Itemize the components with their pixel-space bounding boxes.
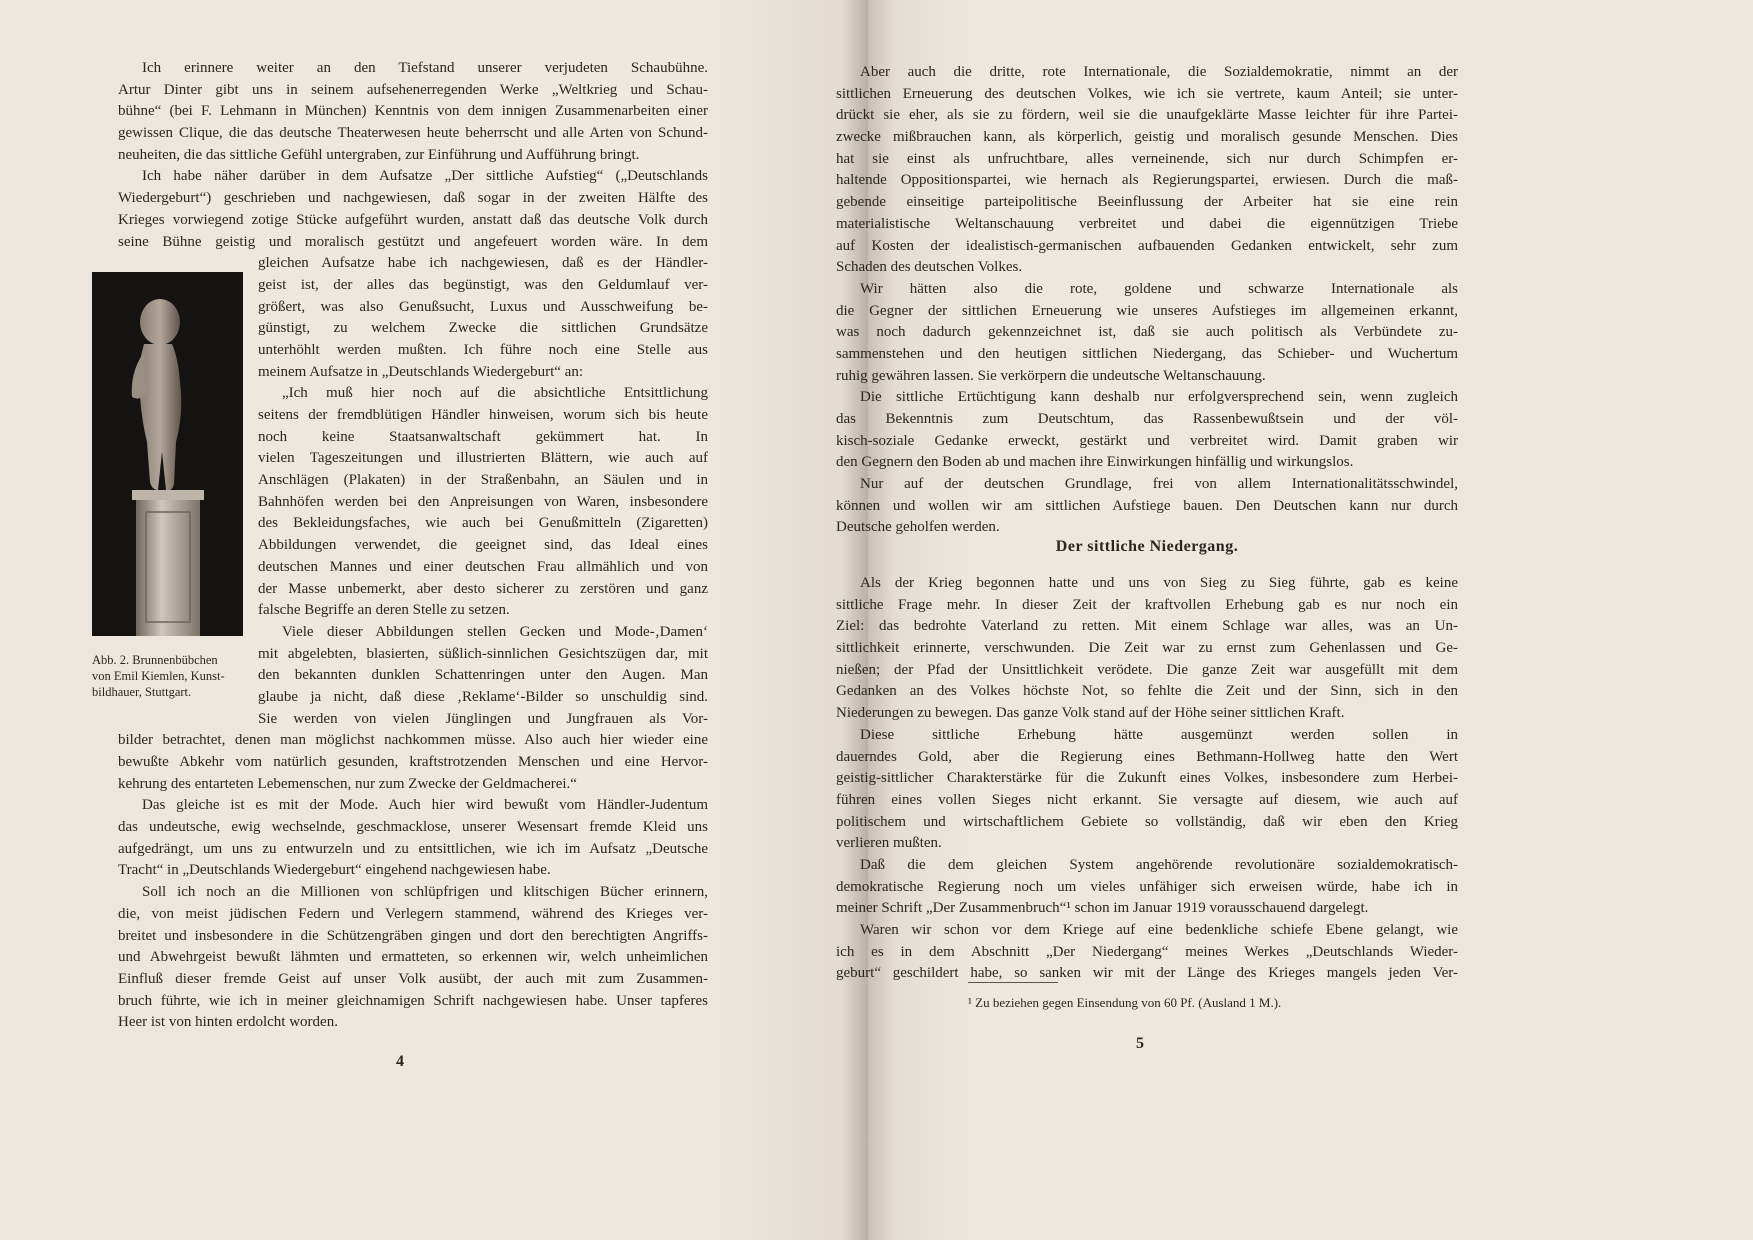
- text-line: dauerndes Gold, aber die Regierung eines Bethmann-Hollweg hatte den Wert: [836, 748, 1458, 765]
- text-line: gleichen Aufsatze habe ich nachgewiesen, daß es der Händler-: [258, 255, 708, 272]
- text-line: politischem und wirtschaftlichem Gebiete so vollständig, daß wir eben den Krieg: [836, 813, 1458, 830]
- text-line: geist ist, der alles das begünstigt, was den Geldumlauf ver-: [258, 276, 708, 293]
- text-line: Ich erinnere weiter an den Tiefstand unserer verjudeten Schaubühne.: [142, 60, 708, 76]
- text-line: und Abwehrgeist bewußt lähmten und ermatteten, so erkennen wir, welch unheimlichen: [118, 949, 708, 966]
- text-line: bühne“ (bei F. Lehmann in München) Kenntnis von dem innigen Zusammenarbeiten einer: [118, 103, 708, 120]
- text-line: die Gegner der sittlichen Erneuerung wie unseres Aufstieges im allgemeinen erkannt,: [836, 302, 1458, 319]
- text-line: das Bekenntnis zum Deutschtum, das Rassenbewußtsein und der völ-: [836, 411, 1458, 427]
- text-line: Heer ist von hinten erdolcht worden.: [118, 1014, 338, 1031]
- text-line: was noch dadurch gekennzeichnet ist, daß sie auch politisch als Verbündete zu-: [836, 324, 1458, 341]
- text-line: sittlichen Erneuerung des deutschen Volkes, wie ich sie vertrete, kaum Anteil; sie unter-: [836, 85, 1458, 102]
- text-line: Waren wir schon vor dem Kriege auf eine bedenkliche schiefe Ebene gelangt, wie: [860, 922, 1458, 938]
- text-line: glaube ja nicht, daß diese ‚Reklame‘-Bilder so unschuldig sind.: [258, 688, 708, 705]
- text-line: auf Kosten der idealistisch-germanischen aufbauenden Gedanken entwickelt, sehr zum: [836, 237, 1458, 254]
- text-line: Viele dieser Abbildungen stellen Gecken und Mode-‚Damen‘: [282, 623, 708, 640]
- text-line: der Masse unbemerkt, aber desto sicherer zu zerstören und ganz: [258, 580, 708, 597]
- text-line: aufgedrängt, um uns zu entwurzeln und zu entsittlichen, wie ich im Aufsatz „Deutsche: [118, 840, 708, 857]
- text-line: Niederungen zu bewegen. Das ganze Volk stand auf der Höhe seiner sittlichen Kraft.: [836, 705, 1345, 722]
- text-line: seitens der fremdblütigen Händler hinweisen, worum sich bis heute: [258, 407, 708, 423]
- figure-fountain-statue-photo: [92, 272, 243, 636]
- text-line: unterhöhlt werden mußten. Ich führe noch eine Stelle aus: [258, 341, 708, 358]
- text-line: gewissen Clique, die das deutsche Theaterwesen heute beherrscht und alle Arten von Schund-: [118, 125, 708, 142]
- text-line: haltende Oppositionspartei, wie hernach als Regierungspartei, erwiesen. Durch die maß-: [836, 172, 1458, 189]
- text-line: materialistische Weltanschauung verbreitet und dabei die eigennützigen Triebe: [836, 215, 1458, 232]
- text-line: meinem Aufsatze in „Deutschlands Wiedergeburt“ an:: [258, 363, 583, 380]
- text-line: Krieges vorwiegend zotige Stücke aufgeführt wurden, anstatt daß das deutsche Volk durch: [118, 211, 708, 228]
- page-number-right: 5: [1136, 1035, 1144, 1052]
- text-line: breitet und insbesondere in die Schützengräben gingen und dort den berechtigten Angriffs-: [118, 927, 708, 944]
- section-heading: Der sittliche Niedergang.: [1055, 538, 1239, 555]
- text-line: bewußte Abkehr vom natürlich gesunden, kraftstrotzenden Menschen und eine Hervor-: [118, 754, 708, 770]
- text-line: Artur Dinter gibt uns in seinem aufsehenerregenden Werke „Weltkrieg und Schau-: [118, 81, 708, 98]
- text-line: Bahnhöfen werden bei den Anpreisungen von Waren, insbesondere: [258, 493, 708, 510]
- text-line: Die sittliche Ertüchtigung kann deshalb nur erfolgversprechend sein, wenn zugleich: [860, 389, 1458, 406]
- text-line: den Gegnern den Boden ab und machen ihre Einwirkungen hinfällig und wirkungslos.: [836, 454, 1354, 471]
- text-line: meiner Schrift „Der Zusammenbruch“¹ schon im Januar 1919 vorausschauend dargelegt.: [836, 900, 1369, 917]
- text-line: neuheiten, die das sittliche Gefühl untergraben, zur Einführung und Aufführung bringt.: [118, 146, 640, 163]
- text-line: Abbildungen verwendet, die geeignet sind, das Ideal eines: [258, 537, 708, 554]
- text-line: nießen; der Pfad der Unsittlichkeit verödete. Die ganze Zeit war ausgefüllt mit dem: [836, 661, 1458, 678]
- text-line: Deutsche geholfen werden.: [836, 519, 1000, 536]
- text-line: Als der Krieg begonnen hatte und uns von Sieg zu Sieg führte, gab es keine: [860, 575, 1458, 591]
- text-line: Wiedergeburt“) geschrieben und nachgewiesen, daß sogar in der zweiten Hälfte des: [118, 190, 708, 207]
- text-line: geistig-sittlicher Charakterstärke für die Zukunft eines Volkes, insbesondere zum Herbei-: [836, 770, 1458, 787]
- text-line: Das gleiche ist es mit der Mode. Auch hier wird bewußt vom Händler-Judentum: [142, 797, 708, 814]
- statue-image: [92, 272, 243, 636]
- caption-line: von Emil Kiemlen, Kunst-: [92, 669, 225, 683]
- text-line: zwecke mißbrauchen kann, als körperlich, geistig und moralisch gesunde Menschen. Dies: [836, 129, 1458, 146]
- text-line: Nur auf der deutschen Grundlage, frei von allem Internationalitätsschwindel,: [860, 476, 1458, 493]
- text-line: drückt sie eher, als sie zu fördern, weil sie die unaufgeklärte Masse leichter für ihre Partei-: [836, 107, 1458, 124]
- text-line: bruch führte, wie ich in meiner gleichnamigen Schrift nachgewiesen habe. Unser tapferes: [118, 992, 708, 1009]
- text-line: größert, was also Genußsucht, Luxus und Ausschweifung be-: [258, 298, 708, 315]
- text-line: Soll ich noch an die Millionen von schlüpfrigen und klitschigen Bücher erinnern,: [142, 884, 708, 901]
- text-line: Gedanken an des Volkes höchste Not, so fehlte die Zeit und der Sinn, sich in den: [836, 683, 1458, 700]
- text-line: kisch-soziale Gedanke erweckt, gestärkt und verbreitet wird. Damit graben wir: [836, 432, 1458, 449]
- text-line: noch keine Staatsanwaltschaft gekümmert hat. In: [258, 428, 708, 445]
- text-line: Einfluß dieser fremde Geist auf unser Volk ausübt, der auch mit zum Zusammen-: [118, 970, 708, 987]
- text-line: hat sie einst als unfruchtbare, alles verneinende, sich nur durch Schimpfen er-: [836, 150, 1458, 167]
- text-line: Anschlägen (Plakaten) in der Straßenbahn, an Säulen und in: [258, 472, 708, 489]
- text-line: seine Bühne geistig und moralisch gestützt und angefeuert worden wäre. In dem: [118, 233, 708, 250]
- text-line: den bekannten dunklen Schattenringen unter den Augen. Man: [258, 667, 708, 684]
- text-line: vielen Tageszeitungen und illustrierten Blättern, wie auch auf: [258, 450, 708, 467]
- text-line: sittliche Frage mehr. In dieser Zeit der kraftvollen Erhebung gab es nur noch ein: [836, 596, 1458, 613]
- text-line: die, von meist jüdischen Federn und Verlegern stammend, während des Krieges ver-: [118, 905, 708, 922]
- caption-line: bildhauer, Stuttgart.: [92, 685, 192, 699]
- text-line: demokratische Regierung noch um vieles unfähiger sich erweisen würde, habe ich in: [836, 878, 1458, 895]
- footnote: ¹ Zu beziehen gegen Einsendung von 60 Pf. (Ausland 1 M.).: [968, 995, 1282, 1010]
- text-line: gebende einseitige parteipolitische Beeinflussung der Arbeiter hat sie eine rein: [836, 194, 1458, 211]
- text-line: Tracht“ in „Deutschlands Wiedergeburt“ eingehend nachgewiesen habe.: [118, 862, 551, 879]
- text-line: „Ich muß hier noch auf die absichtliche Entsittlichung: [282, 385, 708, 402]
- footnote-divider: [968, 982, 1058, 983]
- text-line: führen eines vollen Sieges nicht erkannt. Sie versagte auf diesem, wie auch auf: [836, 791, 1458, 808]
- text-line: ich es in dem Abschnitt „Der Niedergang“ meines Werkes „Deutschlands Wieder-: [836, 943, 1458, 960]
- text-line: Schaden des deutschen Volkes.: [836, 259, 1023, 276]
- text-line: geburt“ geschildert habe, so sanken wir mit der Länge des Krieges mangels jeden Ver-: [836, 965, 1458, 982]
- figure-caption: [92, 652, 258, 700]
- text-line: Aber auch die dritte, rote Internationale, die Sozialdemokratie, nimmt an der: [860, 64, 1458, 80]
- text-line: Daß die dem gleichen System angehörende revolutionäre sozialdemokratisch-: [860, 856, 1458, 873]
- text-line: deutschen Mannes und einer deutschen Frau allmählich und von: [258, 558, 708, 575]
- text-line: mit abgelebten, blasierten, süßlich-sinnlichen Gesichtszügen dar, mit: [258, 645, 708, 662]
- text-line: kehrung des entarteten Lebemenschen, nur zum Zwecke der Geldmacherei.“: [118, 775, 577, 792]
- page-number-left: 4: [396, 1053, 404, 1070]
- text-line: des Bekleidungsfaches, wie auch bei Genußmitteln (Zigaretten): [258, 515, 708, 532]
- right-page-body-text-top: [836, 62, 1458, 539]
- text-line: sammenstehen und den heutigen sittlichen Niedergang, das Schieber- und Wuchertum: [836, 345, 1458, 362]
- text-line: Sie werden von vielen Jünglingen und Jungfrauen als Vor-: [258, 710, 708, 727]
- right-page-body-text-bottom: [836, 573, 1458, 985]
- text-line: Diese sittliche Erhebung hätte ausgemünzt werden sollen in: [860, 726, 1458, 743]
- text-line: Wir hätten also die rote, goldene und schwarze Internationale als: [860, 280, 1458, 297]
- text-line: sittlichkeit erinnerte, verschwunden. Die Zeit war zu ernst zum Gehenlassen und Ge-: [836, 640, 1458, 657]
- text-line: bilder betrachtet, denen man möglichst nachkommen müsse. Also auch hier wieder eine: [118, 732, 708, 749]
- text-line: das undeutsche, ewig wechselnde, geschmacklose, unserer Wesensart fremde Kleid uns: [118, 819, 708, 836]
- text-line: Ziel: das bedrohte Vaterland zu retten. Mit einem Schlage war alles, was an Un-: [836, 618, 1458, 635]
- text-line: Ich habe näher darüber in dem Aufsatze „Der sittliche Aufstieg“ („Deutschlands: [142, 168, 708, 185]
- text-line: ruhig gewähren lassen. Sie verkörpern die undeutsche Weltanschauung.: [836, 367, 1266, 384]
- caption-line: Abb. 2. Brunnenbübchen: [92, 653, 218, 667]
- text-line: verlieren mußten.: [836, 835, 942, 852]
- text-line: günstigt, zu welchem Zwecke die sittlichen Grundsätze: [258, 320, 708, 337]
- text-line: falsche Begriffe an deren Stelle zu setzen.: [258, 602, 510, 619]
- text-line: können und wollen wir am sittlichen Aufstiege bauen. Den Deutschen kann nur durch: [836, 497, 1458, 514]
